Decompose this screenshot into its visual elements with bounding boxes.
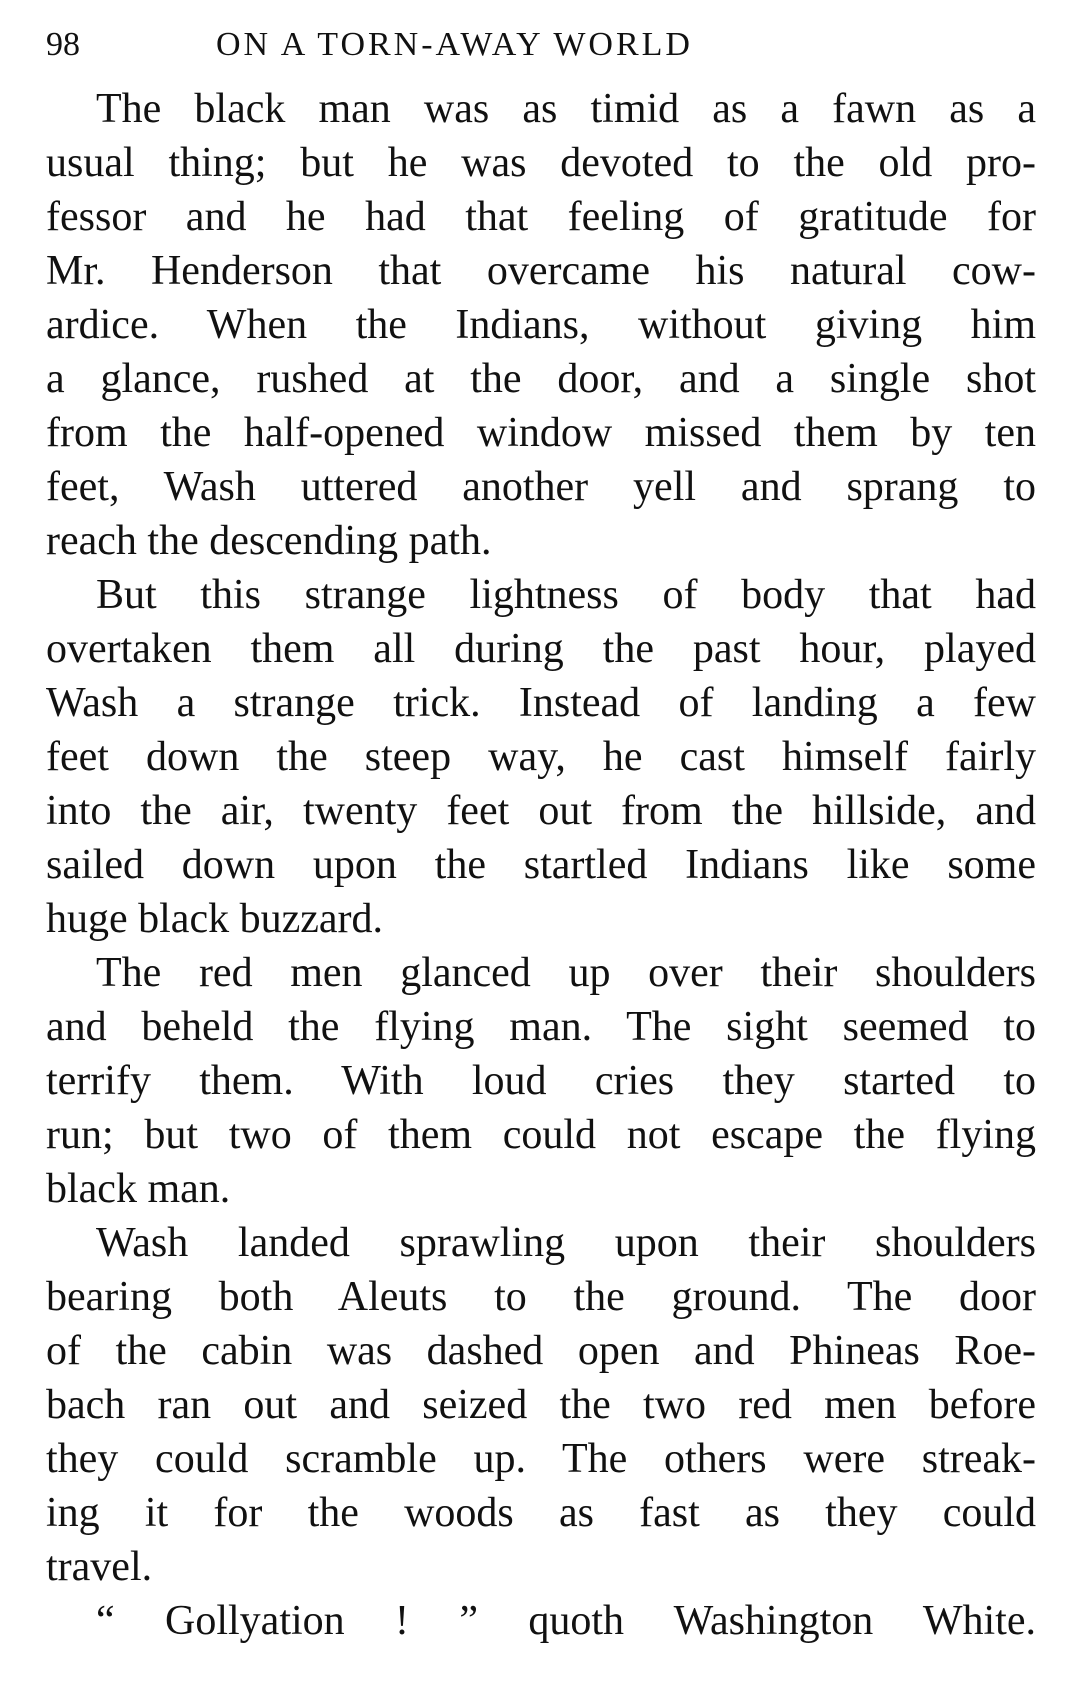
text-line: travel.	[46, 1544, 153, 1590]
paragraph	[46, 1216, 1036, 1594]
text-line: usual thing; but he was devoted to the old pro-	[46, 140, 1036, 186]
running-title: ON A TORN-AWAY WORLD	[216, 26, 693, 63]
text-line: and beheld the flying man. The sight seemed to	[46, 1004, 1036, 1050]
text-line: from the half-opened window missed them by ten	[46, 410, 1036, 456]
text-line: they could scramble up. The others were streak-	[46, 1436, 1036, 1482]
text-line: into the air, twenty feet out from the hillside, and	[46, 788, 1036, 834]
text-line: fessor and he had that feeling of gratitude for	[46, 194, 1036, 240]
book-page	[46, 22, 1036, 1648]
text-line: a glance, rushed at the door, and a single shot	[46, 356, 1036, 402]
text-line: ing it for the woods as fast as they could	[46, 1490, 1036, 1536]
text-line: Mr. Henderson that overcame his natural cow-	[46, 248, 1036, 294]
paragraph	[46, 946, 1036, 1216]
body-text	[46, 82, 1036, 1648]
text-line: of the cabin was dashed open and Phineas Roe-	[46, 1328, 1036, 1374]
text-line: The red men glanced up over their shoulders	[96, 950, 1036, 996]
text-line: sailed down upon the startled Indians like some	[46, 842, 1036, 888]
text-line: feet, Wash uttered another yell and sprang to	[46, 464, 1036, 510]
text-line: bach ran out and seized the two red men before	[46, 1382, 1036, 1428]
text-line: overtaken them all during the past hour, played	[46, 626, 1036, 672]
page-number: 98	[46, 26, 80, 63]
page-header	[46, 22, 1036, 82]
text-line: The black man was as timid as a fawn as a	[96, 86, 1036, 132]
text-line: terrify them. With loud cries they started to	[46, 1058, 1036, 1104]
text-line: huge black buzzard.	[46, 896, 384, 942]
paragraph	[46, 568, 1036, 946]
text-line: But this strange lightness of body that had	[96, 572, 1036, 618]
text-line: run; but two of them could not escape the flying	[46, 1112, 1036, 1158]
text-line: feet down the steep way, he cast himself fairly	[46, 734, 1036, 780]
paragraph	[46, 1594, 1036, 1648]
text-line: reach the descending path.	[46, 518, 492, 564]
paragraph	[46, 82, 1036, 568]
text-line: “ Gollyation ! ” quoth Washington White.	[96, 1598, 1036, 1644]
text-line: ardice. When the Indians, without giving him	[46, 302, 1036, 348]
text-line: Wash a strange trick. Instead of landing a few	[46, 680, 1036, 726]
text-line: black man.	[46, 1166, 231, 1212]
text-line: bearing both Aleuts to the ground. The door	[46, 1274, 1036, 1320]
text-line: Wash landed sprawling upon their shoulders	[96, 1220, 1036, 1266]
